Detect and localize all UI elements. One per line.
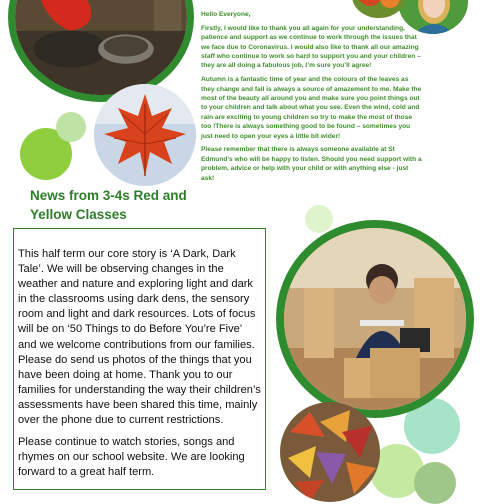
story-box [13, 228, 266, 490]
story-text [18, 247, 263, 487]
maple-leaf-photo [94, 84, 196, 186]
letter-paragraph: Please remember that there is always someone available at St Edmund’s who will be happy to listen. Should you need support with a problem, advice or help with your child or with anything else - just ask! [201, 146, 422, 182]
child-telephone-photo [276, 220, 474, 418]
decor-circle [414, 462, 456, 504]
colourful-leaves-photo [280, 402, 380, 502]
decor-circle [56, 112, 86, 142]
decor-circle [305, 205, 333, 233]
mud-kitchen-photo [8, 0, 194, 102]
welcome-letter [201, 10, 423, 187]
letter-paragraph: Firstly, I would like to thank you all again for your understanding, patience and support as we continue to work through the issues that we face due to Coronavirus. I would also like to thank all our amazing staff who continue to work so hard to support you and your children – they are all doing a fabulous job, I’m sure you’ll agree! [201, 24, 421, 70]
story-paragraph: Please continue to watch stories, songs and rhymes on our school website. We are looking forward to a great half term. [18, 436, 245, 479]
letter-greeting: Hello Everyone, [201, 11, 251, 18]
page-headline: News from 3-4s Red and Yellow Classes [30, 188, 187, 222]
story-paragraph: This half term our core story is ‘A Dark, Dark Tale’. We will be observing changes in the weather and nature and exploring light and dark in the classrooms using dark dens, the sensory room and light and dark resources. Lots of focus will be on ‘50 Things to do Before You’re Five’ and we welcome contributions from our families. Please do send us photos of the things that you have been doing at home. Thank you to our families for understanding the way their children’s assessments have been shared this time, mainly over the phone due to current restrictions. [18, 248, 261, 427]
letter-paragraph: Autumn is a fantastic time of year and the colours of the leaves as they change and fall is always a source of amazement to me. Make the most of the beauty all around you and make sure you point things out to your children and talk about what you see. Even the wind, cold and rain are exciting to young children so try to make the most of those too !There is always something good to be found – sometimes you just need to open your eyes a little bit wider! [201, 76, 422, 140]
